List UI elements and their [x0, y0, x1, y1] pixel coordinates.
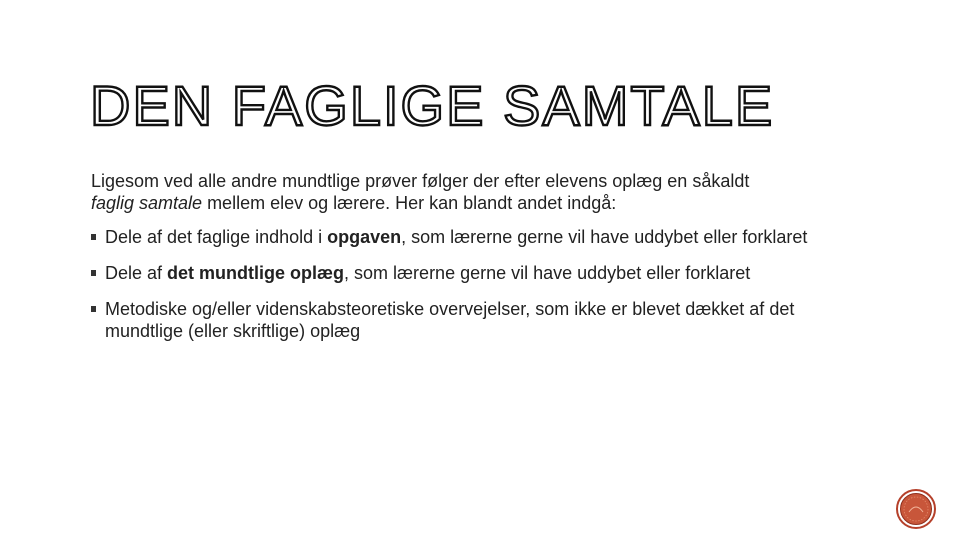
square-bullet-icon — [91, 234, 96, 240]
intro-italic-term: faglig samtale — [91, 193, 203, 213]
intro-paragraph — [91, 170, 851, 214]
bullet-item — [91, 226, 861, 248]
bullet-text-pre: Dele af det faglige indhold i — [105, 227, 328, 247]
bullet-text-bold: det mundtlige oplæg — [167, 263, 345, 283]
square-bullet-icon — [91, 270, 96, 276]
decorative-seal-icon — [895, 488, 937, 530]
square-bullet-icon — [91, 306, 96, 312]
bullet-text-pre: Metodiske og/eller videnskabsteoretiske overvejelser, som ikke er blevet dækket af det mundtlige (eller skriftlige) oplæg — [105, 299, 795, 341]
intro-line-1: Ligesom ved alle andre mundtlige prøver følger der efter elevens oplæg en såkaldt — [91, 171, 750, 191]
bullet-text-pre: Dele af — [105, 263, 168, 283]
intro-line-2: mellem elev og lærere. Her kan blandt andet indgå: — [202, 193, 617, 213]
bullet-text-bold: opgaven — [327, 227, 402, 247]
bullet-item — [91, 262, 861, 284]
bullet-list — [91, 226, 861, 356]
bullet-text-post: , som lærerne gerne vil have uddybet eller forklaret — [344, 263, 751, 283]
bullet-text-post: , som lærerne gerne vil have uddybet eller forklaret — [401, 227, 808, 247]
slide-title: DEN FAGLIGE SAMTALE — [90, 74, 775, 137]
bullet-item — [91, 298, 861, 342]
